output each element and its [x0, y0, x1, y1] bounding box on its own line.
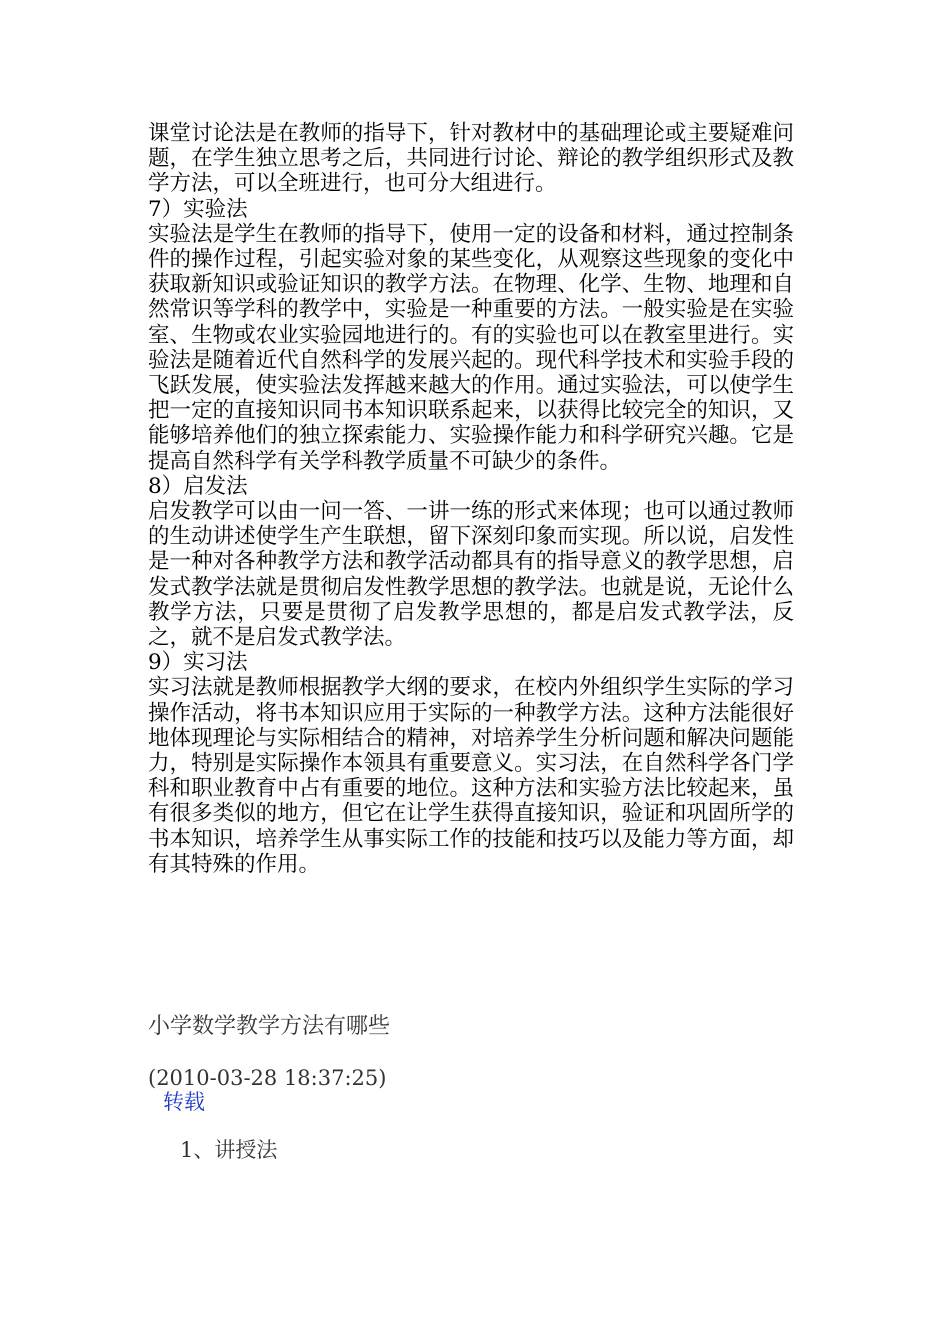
heuristic-method-paragraph: 启发教学可以由一问一答、一讲一练的形式来体现；也可以通过教师的生动讲述使学生产生联想，留下深刻印象而实现。所以说，启发性是一种对各种教学方法和教学活动都具有的指导意义的教学思想，启发式教学法就是贯彻启发性教学思想的教学法。也就是说，无论什么教学方法，只要是贯彻了启发教学思想的，都是启发式教学法，反之，就不是启发式教学法。 — [148, 499, 794, 651]
document-body — [148, 121, 794, 877]
repost-link[interactable]: 转载 — [163, 1090, 205, 1114]
article-title: 小学数学教学方法有哪些 — [148, 1014, 391, 1039]
discussion-method-paragraph: 课堂讨论法是在教师的指导下，针对教材中的基础理论或主要疑难问题，在学生独立思考之后，共同进行讨论、辩论的教学组织形式及教学方法，可以全班进行，也可分大组进行。 — [148, 121, 794, 197]
article-date: (2010-03-28 18:37:25) — [148, 1066, 387, 1090]
lecture-method-heading: 1、讲授法 — [180, 1138, 278, 1162]
practice-method-paragraph: 实习法就是教师根据教学大纲的要求，在校内外组织学生实际的学习操作活动，将书本知识应用于实际的一种教学方法。这种方法能很好地体现理论与实际相结合的精神，对培养学生分析问题和解决问题能力，特别是实际操作本领具有重要意义。实习法，在自然科学各门学科和职业教育中占有重要的地位。这种方法和实验方法比较起来，虽有很多类似的地方，但它在让学生获得直接知识，验证和巩固所学的书本知识，培养学生从事实际工作的技能和技巧以及能力等方面，却有其特殊的作用。 — [148, 675, 794, 877]
experiment-method-heading: 7）实验法 — [148, 196, 248, 222]
practice-method-heading: 9）实习法 — [148, 650, 248, 676]
experiment-method-paragraph: 实验法是学生在教师的指导下，使用一定的设备和材料，通过控制条件的操作过程，引起实验对象的某些变化，从观察这些现象的变化中获取新知识或验证知识的教学方法。在物理、化学、生物、地理和自然常识等学科的教学中，实验是一种重要的方法。一般实验是在实验室、生物或农业实验园地进行的。有的实验也可以在教室里进行。实验法是随着近代自然科学的发展兴起的。现代科学技术和实验手段的飞跃发展，使实验法发挥越来越大的作用。通过实验法，可以使学生把一定的直接知识同书本知识联系起来，以获得比较完全的知识，又能够培养他们的独立探索能力、实验操作能力和科学研究兴趣。它是提高自然科学有关学科教学质量不可缺少的条件。 — [148, 221, 794, 474]
heuristic-method-heading: 8）启发法 — [148, 473, 248, 499]
